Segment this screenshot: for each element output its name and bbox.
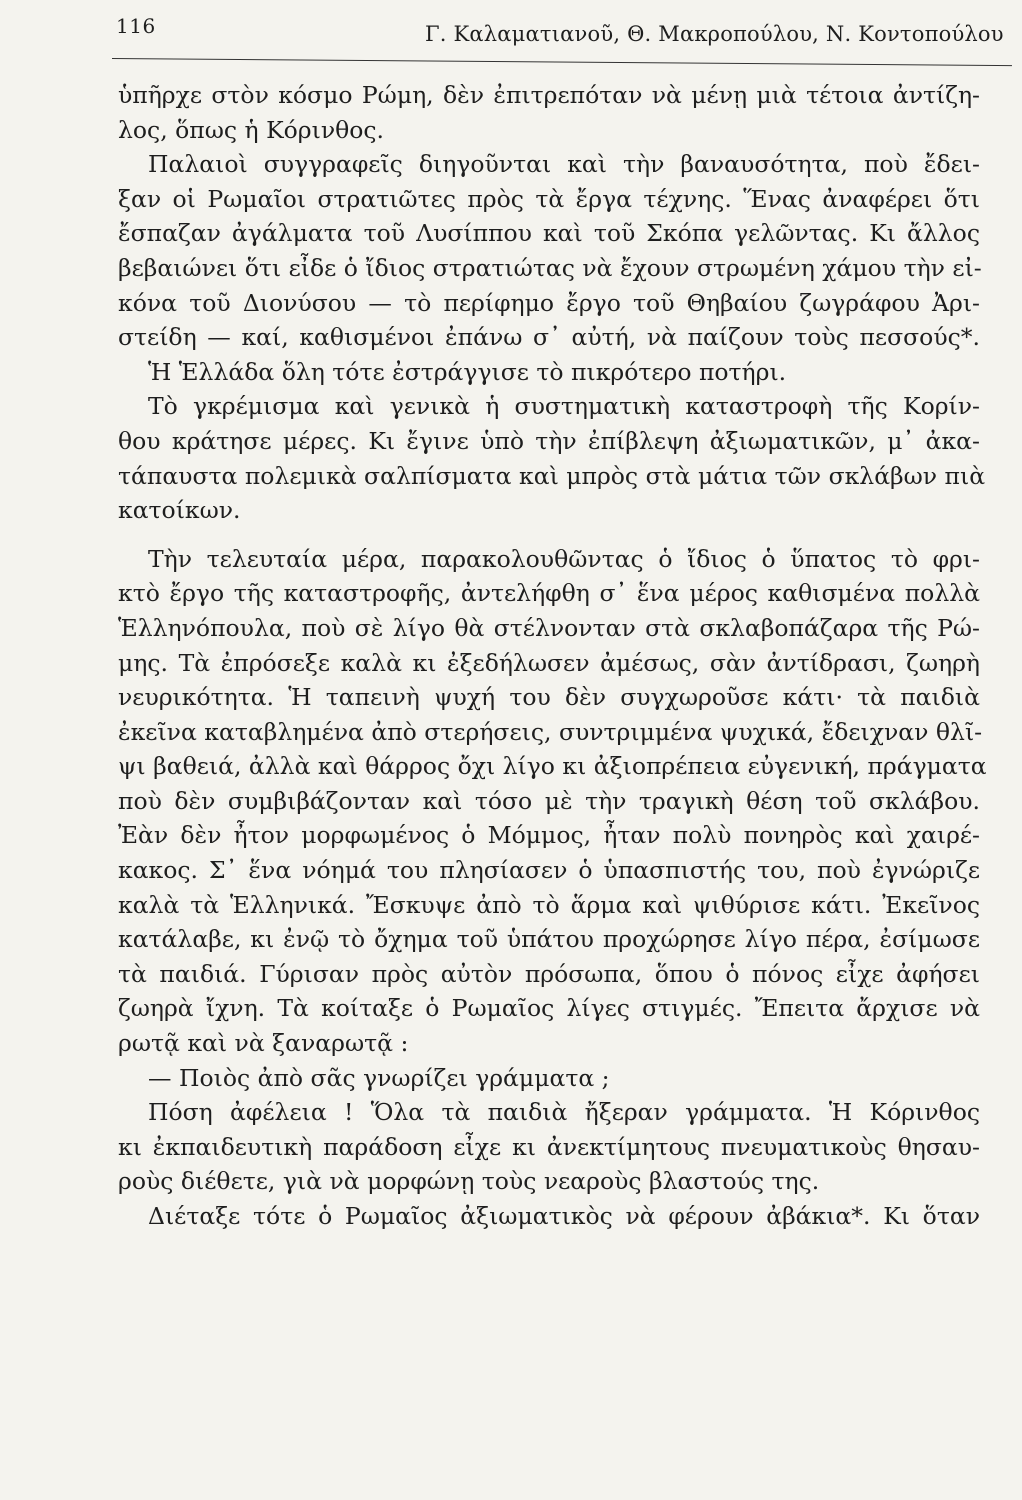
text-line: στείδη — καί, καθισμένοι ἐπάνω σ᾽ αὐτή, νὰ παίζουν τοὺς πεσσούς*. [118, 323, 980, 352]
text-line: κόνα τοῦ Διονύσου — τὸ περίφημο ἔργο τοῦ Θηβαίου ζωγράφου Ἀρι- [118, 288, 980, 317]
text-line: Πόση ἀφέλεια ! Ὅλα τὰ παιδιὰ ἤξεραν γράμματα. Ἡ Κόρινθος [148, 1098, 980, 1127]
text-line: λος, ὅπως ἡ Κόρινθος. [118, 115, 385, 144]
text-line: Ἡ Ἑλλάδα ὅλη τότε ἐστράγγισε τὸ πικρότερο ποτήρι. [148, 357, 787, 386]
paragraph [118, 355, 980, 390]
text-line: κατοίκων. [118, 496, 241, 525]
body-text [118, 78, 987, 1234]
running-head: Γ. Καλαματιανοῦ, Θ. Μακροπούλου, Ν. Κοντοπούλου [425, 22, 1004, 46]
text-line: Ἑλληνόπουλα, ποὺ σὲ λίγο θὰ στέλνονταν στὰ σκλαβοπάζαρα τῆς Ρώ- [118, 613, 980, 642]
text-line: ξαν οἱ Ρωμαῖοι στρατιῶτες πρὸς τὰ ἔργα τέχνης. Ἕνας ἀναφέρει ὅτι [118, 184, 980, 213]
paragraph [118, 1095, 980, 1199]
paragraph [118, 78, 980, 147]
header-rule [112, 58, 1012, 66]
text-line: ἐκεῖνα καταβλημένα ἀπὸ στερήσεις, συντριμμένα ψυχικά, ἔδειχναν θλῖ- [118, 717, 983, 746]
text-line: ἔσπαζαν ἀγάλματα τοῦ Λυσίππου καὶ τοῦ Σκόπα γελῶντας. Κι ἄλλος [118, 219, 980, 248]
text-line: θου κράτησε μέρες. Κι ἔγινε ὑπὸ τὴν ἐπίβλεψη ἀξιωματικῶν, μ᾽ ἀκα- [118, 426, 980, 455]
text-line: Ἐὰν δὲν ἦτον μορφωμένος ὁ Μόμμος, ἦταν πολὺ πονηρὸς καὶ χαιρέ- [118, 821, 980, 850]
text-line: κατάλαβε, κι ἐνῷ τὸ ὄχημα τοῦ ὑπάτου προχώρησε λίγο πέρα, ἐσίμωσε [118, 925, 980, 954]
text-line: τὰ παιδιά. Γύρισαν πρὸς αὐτὸν πρόσωπα, ὅπου ὁ πόνος εἶχε ἀφήσει [118, 959, 980, 988]
section-gap [118, 528, 980, 542]
text-line: ζωηρὰ ἴχνη. Τὰ κοίταξε ὁ Ρωμαῖος λίγες στιγμές. Ἔπειτα ἄρχισε νὰ [118, 994, 980, 1023]
paragraph [118, 1061, 980, 1096]
page-number: 116 [116, 14, 156, 38]
text-line: Παλαιοὶ συγγραφεῖς διηγοῦνται καὶ τὴν βαναυσότητα, ποὺ ἔδει- [148, 150, 980, 179]
paragraph [118, 389, 986, 527]
text-line: — Ποιὸς ἀπὸ σᾶς γνωρίζει γράμματα ; [148, 1063, 610, 1092]
text-line: καλὰ τὰ Ἑλληνικά. Ἔσκυψε ἀπὸ τὸ ἅρμα καὶ ψιθύρισε κάτι. Ἐκεῖνος [118, 890, 980, 919]
text-line: τάπαυστα πολεμικὰ σαλπίσματα καὶ μπρὸς στὰ μάτια τῶν σκλάβων πιὰ [118, 461, 986, 490]
text-line: βεβαιώνει ὅτι εἶδε ὁ ἴδιος στρατιώτας νὰ ἔχουν στρωμένη χάμου τὴν εἰ- [118, 253, 982, 282]
text-line: κι ἐκπαιδευτικὴ παράδοση εἶχε κι ἀνεκτίμητους πνευματικοὺς θησαυ- [118, 1132, 980, 1161]
text-line: Τὴν τελευταία μέρα, παρακολουθῶντας ὁ ἴδιος ὁ ὕπατος τὸ φρι- [148, 544, 980, 573]
paragraph [118, 147, 980, 355]
text-line: μης. Τὰ ἐπρόσεξε καλὰ κι ἐξεδήλωσεν ἀμέσως, σὰν ἀντίδρασι, ζωηρὴ [118, 648, 980, 677]
text-line: ροὺς διέθετε, γιὰ νὰ μορφώνῃ τοὺς νεαροὺς βλαστούς της. [118, 1167, 820, 1196]
text-line: ρωτᾷ καὶ νὰ ξαναρωτᾷ : [118, 1029, 409, 1058]
paragraph [118, 1199, 980, 1234]
text-line: ὑπῆρχε στὸν κόσμο Ρώμη, δὲν ἐπιτρεπόταν νὰ μένῃ μιὰ τέτοια ἀντίζη- [118, 81, 980, 109]
text-line: Τὸ γκρέμισμα καὶ γενικὰ ἡ συστηματικὴ καταστροφὴ τῆς Κορίν- [148, 392, 980, 421]
text-line: ποὺ δὲν συμβιβάζονταν καὶ τόσο μὲ τὴν τραγικὴ θέση τοῦ σκλάβου. [118, 786, 980, 815]
paragraph [118, 542, 987, 1061]
text-line: κτὸ ἔργο τῆς καταστροφῆς, ἀντελήφθη σ᾽ ἕνα μέρος καθισμένα πολλὰ [118, 579, 980, 608]
text-line: κακος. Σ᾽ ἕνα νόημά του πλησίασεν ὁ ὑπασπιστής του, ποὺ ἐγνώριζε [118, 856, 980, 885]
text-line: Διέταξε τότε ὁ Ρωμαῖος ἀξιωματικὸς νὰ φέρουν ἀβάκια*. Κι ὅταν [148, 1202, 980, 1230]
text-line: νευρικότητα. Ἡ ταπεινὴ ψυχή του δὲν συγχωροῦσε κάτι· τὰ παιδιὰ [118, 683, 980, 712]
text-line: ψι βαθειά, ἀλλὰ καὶ θάρρος ὄχι λίγο κι ἀξιοπρέπεια εὐγενική, πράγματα [118, 752, 987, 781]
